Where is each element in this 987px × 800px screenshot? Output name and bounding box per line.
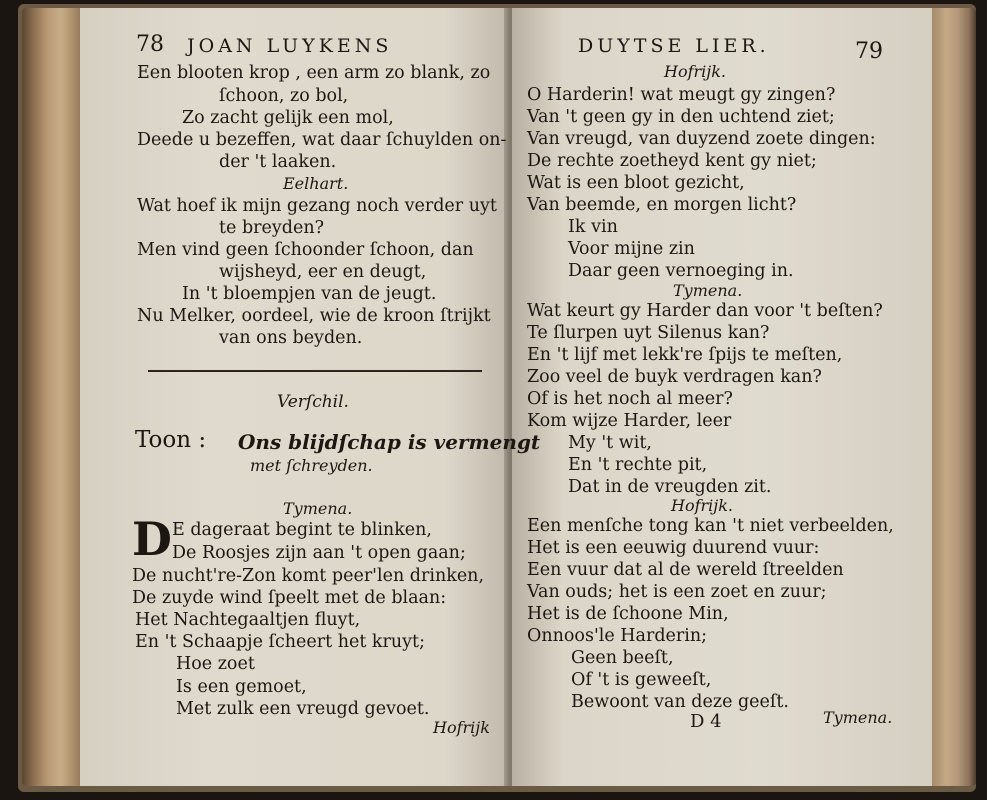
right-line: Bewoont van deze geeſt. — [571, 692, 789, 712]
speaker-label: Hofrijk. — [664, 62, 727, 81]
right-line: De rechte zoetheyd kent gy niet; — [527, 151, 817, 171]
left-line: Hoe zoet — [176, 654, 255, 674]
speaker-label: Eelhart. — [283, 174, 349, 193]
right-line: Van 't geen gy in den uchtend ziet; — [527, 107, 835, 127]
left-line: De zuyde wind ſpeelt met de blaan: — [132, 588, 447, 608]
right-line: Dat in de vreugden zit. — [568, 477, 772, 497]
right-line: Of is het noch al meer? — [527, 389, 733, 409]
right-page-number: 79 — [855, 39, 883, 64]
left-catchword: Hofrijk — [433, 718, 490, 737]
speaker-label: Tymena. — [283, 499, 353, 518]
left-line: Men vind geen ſchoonder ſchoon, dan — [137, 240, 474, 260]
left-line: van ons beyden. — [219, 328, 363, 348]
left-line: der 't laaken. — [219, 152, 337, 172]
right-line: Het is een eeuwig duurend vuur: — [527, 538, 820, 558]
left-line: Het Nachtegaaltjen fluyt, — [135, 610, 361, 630]
right-running-head: DUYTSE LIER. — [578, 35, 770, 57]
speaker-label: Tymena. — [673, 281, 743, 300]
right-line: Van beemde, en morgen licht? — [527, 195, 797, 215]
left-line: Nu Melker, oordeel, wie de kroon ſtrijkt — [137, 306, 491, 326]
right-line: En 't lijf met lekk're ſpijs te meſten, — [527, 345, 843, 365]
right-line: Te ſlurpen uyt Silenus kan? — [527, 323, 770, 343]
right-line: Van ouds; het is een zoet en zuur; — [527, 582, 827, 602]
right-line: Van vreugd, van duyzend zoete dingen: — [527, 129, 876, 149]
left-line: te breyden? — [219, 218, 324, 238]
left-line: ſchoon, zo bol, — [219, 86, 349, 106]
section-rule — [148, 370, 482, 372]
left-line: Een blooten krop , een arm zo blank, zo — [137, 63, 491, 83]
toon-label: Toon : — [135, 427, 207, 453]
left-line: E dageraat begint te blinken, — [172, 520, 432, 540]
right-line: Onnoos'le Harderin; — [527, 626, 708, 646]
section-title: Verſchil. — [277, 392, 349, 412]
toon-text-continued: met ſchreyden. — [250, 456, 373, 475]
left-line: Wat hoef ik mijn gezang noch verder uyt — [137, 196, 497, 216]
right-line: Geen beeſt, — [571, 648, 674, 668]
left-line: En 't Schaapje ſcheert het kruyt; — [135, 632, 425, 652]
right-line: O Harderin! wat meugt gy zingen? — [527, 85, 836, 105]
right-line: Ik vin — [568, 217, 618, 237]
right-line: Daar geen vernoeging in. — [568, 261, 794, 281]
right-line: Wat is een bloot gezicht, — [527, 173, 745, 193]
page-edges-left — [22, 8, 84, 786]
signature-mark: D 4 — [690, 711, 722, 732]
drop-cap: D — [132, 512, 172, 566]
speaker-label: Hofrijk. — [671, 496, 734, 515]
right-line: Kom wijze Harder, leer — [527, 411, 732, 431]
right-line: Voor mijne zin — [568, 239, 695, 259]
right-line: Zoo veel de buyk verdragen kan? — [527, 367, 822, 387]
left-page-number: 78 — [136, 32, 164, 57]
left-line: De nucht're-Zon komt peer'len drinken, — [132, 566, 485, 586]
right-line: Een vuur dat al de wereld ſtreelden — [527, 560, 844, 580]
right-line: En 't rechte pit, — [568, 455, 708, 475]
left-line: De Roosjes zijn aan 't open gaan; — [172, 543, 466, 563]
right-line: Een menſche tong kan 't niet verbeelden, — [527, 516, 894, 536]
right-catchword: Tymena. — [823, 708, 893, 727]
left-line: Met zulk een vreugd gevoet. — [176, 699, 430, 719]
right-line: Of 't is geweeſt, — [571, 670, 712, 690]
left-line: Zo zacht gelijk een mol, — [182, 108, 394, 128]
right-line: My 't wit, — [568, 433, 652, 453]
left-line: wijsheyd, eer en deugt, — [219, 262, 427, 282]
right-line: Het is de ſchoone Min, — [527, 604, 729, 624]
left-running-head: JOAN LUYKENS — [187, 35, 393, 57]
toon-text: Ons blijdſchap is vermengt — [238, 430, 541, 454]
left-line: In 't bloempjen van de jeugt. — [182, 284, 437, 304]
left-line: Is een gemoet, — [176, 677, 307, 697]
right-line: Wat keurt gy Harder dan voor 't beſten? — [527, 301, 883, 321]
page-edges-right — [930, 8, 976, 786]
left-line: Deede u bezeffen, wat daar ſchuylden on- — [137, 130, 507, 150]
